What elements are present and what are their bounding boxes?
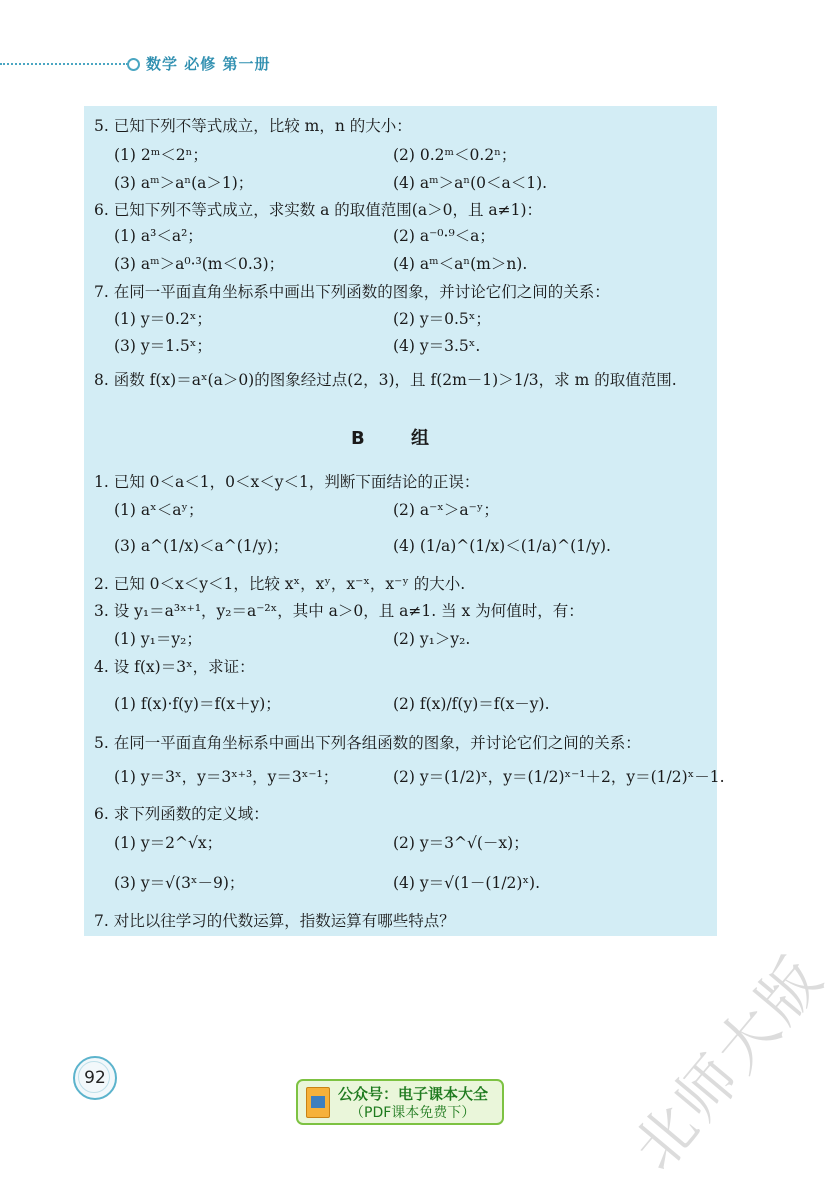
question-b5-item1: (1) y＝3ˣ，y＝3ˣ⁺³，y＝3ˣ⁻¹； <box>114 768 339 786</box>
question-b5-item2: (2) y＝(1/2)ˣ，y＝(1/2)ˣ⁻¹＋2，y＝(1/2)ˣ－1. <box>393 768 725 786</box>
question-b1-item2: (2) a⁻ˣ＞a⁻ʸ； <box>393 501 499 519</box>
header-dotted-line <box>0 63 128 65</box>
question-a7: 7. 在同一平面直角坐标系中画出下列函数的图象，并讨论它们之间的关系： <box>94 283 610 301</box>
question-b6-item4: (4) y＝√(1－(1/2)ˣ). <box>393 874 541 892</box>
promo-badge <box>296 1079 504 1125</box>
question-b6-item2: (2) y＝3^√(－x)； <box>393 834 529 852</box>
question-b1-item1: (1) aˣ＜aʸ； <box>114 501 204 519</box>
book-icon <box>306 1087 330 1118</box>
question-b7: 7. 对比以往学习的代数运算，指数运算有哪些特点？ <box>94 912 455 930</box>
question-a7-item1: (1) y＝0.2ˣ； <box>114 310 212 328</box>
question-b3-item2: (2) y₁＞y₂. <box>393 630 471 648</box>
question-b6-item3: (3) y＝√(3ˣ－9)； <box>114 874 245 892</box>
page-header <box>0 50 800 78</box>
question-a5-item4: (4) aᵐ＞aⁿ(0＜a＜1). <box>393 174 548 192</box>
question-a6-item4: (4) aᵐ＜aⁿ(m＞n). <box>393 255 528 273</box>
question-b1-item4: (4) (1/a)^(1/x)＜(1/a)^(1/y). <box>393 537 611 555</box>
question-a6-item2: (2) a⁻⁰·⁹＜a； <box>393 227 495 245</box>
question-b5: 5. 在同一平面直角坐标系中画出下列各组函数的图象，并讨论它们之间的关系： <box>94 734 641 752</box>
question-a7-item4: (4) y＝3.5ˣ. <box>393 337 481 355</box>
question-b6-item1: (1) y＝2^√x； <box>114 834 223 852</box>
header-circle-icon <box>127 58 140 71</box>
question-a6-item1: (1) a³＜a²； <box>114 227 203 245</box>
page-number-text: 92 <box>84 1068 106 1088</box>
question-a8: 8. 函数 f(x)＝aˣ(a＞0)的图象经过点(2，3)，且 f(2m－1)＞1/3，求 m 的取值范围. <box>94 371 677 389</box>
question-b3-item1: (1) y₁＝y₂； <box>114 630 202 648</box>
question-b4-item1: (1) f(x)·f(y)＝f(x＋y)； <box>114 695 281 713</box>
question-a6: 6. 已知下列不等式成立，求实数 a 的取值范围(a＞0，且 a≠1)： <box>94 201 543 219</box>
question-b3: 3. 设 y₁＝a³ˣ⁺¹，y₂＝a⁻²ˣ，其中 a＞0，且 a≠1. 当 x 为何值时，有： <box>94 602 584 620</box>
question-a7-item2: (2) y＝0.5ˣ； <box>393 310 491 328</box>
question-b6: 6. 求下列函数的定义域： <box>94 805 269 823</box>
question-a5-item3: (3) aᵐ＞aⁿ(a＞1)； <box>114 174 254 192</box>
book-title: 数学 必修 第一册 <box>146 55 271 73</box>
question-a7-item3: (3) y＝1.5ˣ； <box>114 337 212 355</box>
question-b1: 1. 已知 0＜a＜1，0＜x＜y＜1，判断下面结论的正误： <box>94 473 480 491</box>
question-a6-item3: (3) aᵐ＞a⁰·³(m＜0.3)； <box>114 255 285 273</box>
promo-line-2: （PDF课本免费下） <box>350 1105 476 1121</box>
question-b4-item2: (2) f(x)/f(y)＝f(x－y). <box>393 695 550 713</box>
section-heading-b: B 组 <box>351 428 449 449</box>
page-number <box>73 1056 117 1100</box>
question-a5-item1: (1) 2ᵐ＜2ⁿ； <box>114 146 208 164</box>
promo-line-1: 公众号：电子课本大全 <box>338 1085 489 1103</box>
question-b1-item3: (3) a^(1/x)＜a^(1/y)； <box>114 537 289 555</box>
question-b2: 2. 已知 0＜x＜y＜1，比较 xˣ，xʸ，x⁻ˣ，x⁻ʸ 的大小. <box>94 575 466 593</box>
question-b4: 4. 设 f(x)＝3ˣ，求证： <box>94 658 255 676</box>
question-a5: 5. 已知下列不等式成立，比较 m，n 的大小： <box>94 117 412 135</box>
question-a5-item2: (2) 0.2ᵐ＜0.2ⁿ； <box>393 146 517 164</box>
publisher-watermark: 北师大版 <box>619 942 839 1184</box>
